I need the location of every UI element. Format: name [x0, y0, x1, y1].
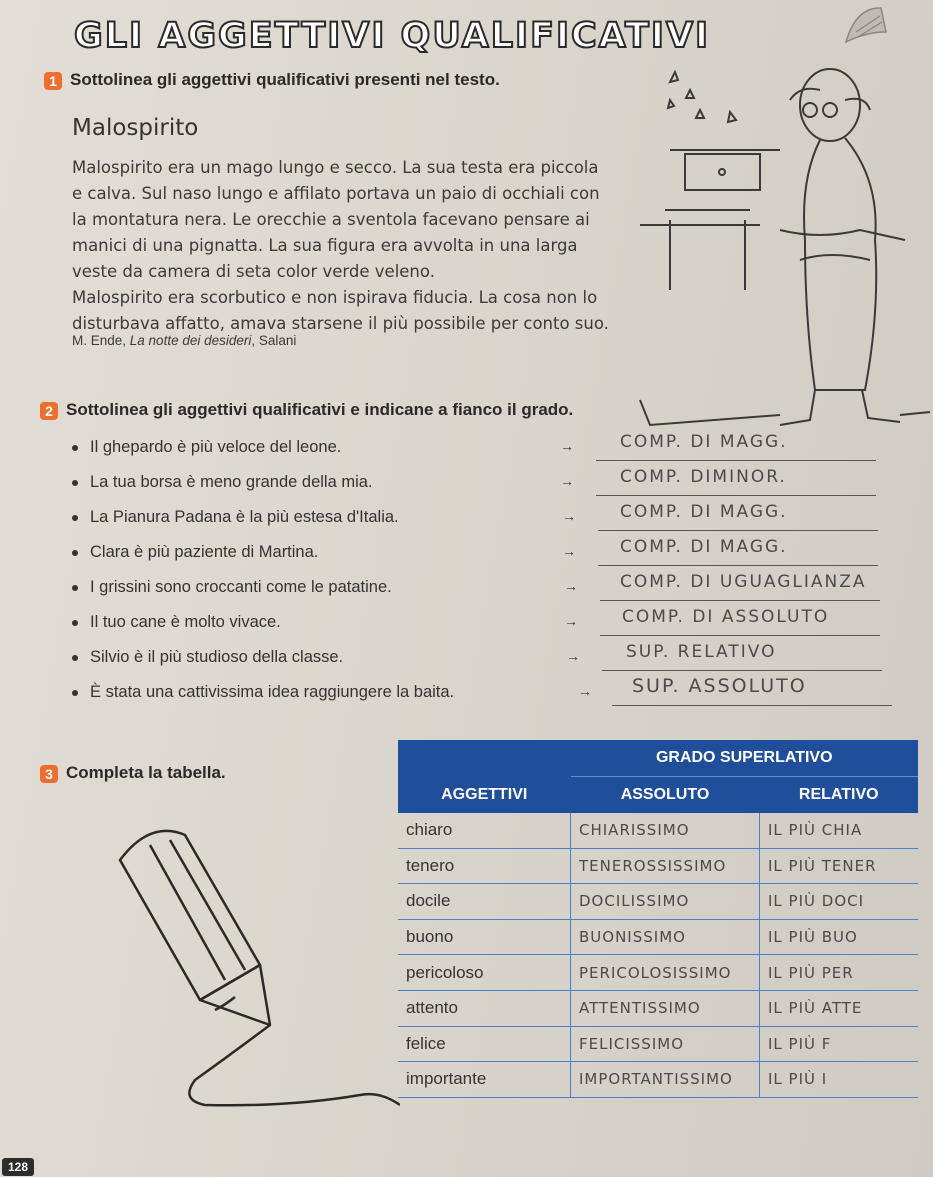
- arrow-icon: →: [562, 543, 576, 559]
- absolute-cell[interactable]: [571, 1026, 760, 1062]
- answer-line: [596, 460, 876, 461]
- exercise-2-instruction-text: Sottolinea gli aggettivi qualificativi e indicane a fianco il grado.: [66, 400, 574, 419]
- credit-title: La notte dei desideri: [129, 333, 252, 348]
- sentence-text: La tua borsa è meno grande della mia.: [90, 473, 373, 491]
- absolute-answer: TENEROSSISSIMO: [579, 856, 727, 875]
- sentence-text: Il tuo cane è molto vivace.: [90, 613, 281, 631]
- column-header-absolute: ASSOLUTO: [571, 777, 760, 814]
- answer-line: [612, 705, 892, 706]
- arrow-icon: →: [566, 648, 580, 664]
- answer-text[interactable]: COMP. DI UGUAGLIANZA: [620, 572, 867, 592]
- relative-cell[interactable]: [760, 884, 919, 920]
- answer-line: [602, 670, 882, 671]
- relative-cell[interactable]: [760, 1026, 919, 1062]
- story-title: Malospirito: [72, 115, 199, 141]
- relative-answer: IL PIÙ CHIA: [768, 821, 863, 840]
- bullet-icon: [72, 550, 78, 556]
- sentence-item: [72, 648, 343, 667]
- arrow-icon: →: [560, 438, 574, 454]
- sentence-text: Silvio è il più studioso della classe.: [90, 648, 344, 666]
- exercise-3-number: 3: [40, 765, 58, 783]
- relative-cell[interactable]: [760, 990, 919, 1026]
- bullet-icon: [72, 690, 78, 696]
- table-row: [398, 813, 918, 848]
- story-line: la montatura nera. Le orecchie a sventola facevano pensare ai: [72, 210, 590, 229]
- column-header-adjectives: AGGETTIVI: [398, 777, 571, 814]
- exercise-2-instruction: [40, 400, 573, 420]
- story-line: Malospirito era un mago lungo e secco. La sua testa era piccola: [72, 158, 599, 177]
- answer-text[interactable]: COMP. DIMINOR.: [620, 467, 787, 487]
- absolute-answer: ATTENTISSIMO: [579, 999, 701, 1018]
- table-row: [398, 955, 918, 991]
- adjective-cell: importante: [398, 1062, 571, 1098]
- exercise-1-number: 1: [44, 72, 62, 90]
- story-line: manici di una pignatta. La sua figura era avvolta in una larga: [72, 236, 578, 255]
- absolute-answer: IMPORTANTISSIMO: [579, 1070, 733, 1089]
- answer-text[interactable]: COMP. DI MAGG.: [620, 502, 788, 522]
- exercise-1-instruction-text: Sottolinea gli aggettivi qualificativi presenti nel testo.: [70, 70, 500, 89]
- table-group-header: GRADO SUPERLATIVO: [571, 740, 919, 777]
- table-row: [398, 848, 918, 884]
- relative-answer: IL PIÙ I: [768, 1070, 828, 1089]
- page-number: 128: [2, 1158, 34, 1176]
- superlative-table: [398, 740, 918, 1098]
- table-row: [398, 884, 918, 920]
- absolute-cell[interactable]: [571, 848, 760, 884]
- exercise-1-instruction: [44, 70, 500, 90]
- absolute-cell[interactable]: [571, 884, 760, 920]
- relative-answer: IL PIÙ PER: [768, 963, 854, 982]
- answer-line: [596, 495, 876, 496]
- bullet-icon: [72, 585, 78, 591]
- relative-cell[interactable]: [760, 1062, 919, 1098]
- adjective-cell: buono: [398, 919, 571, 955]
- answer-line: [600, 600, 880, 601]
- answer-line: [598, 530, 878, 531]
- story-line: veste da camera di seta color verde veleno.: [72, 262, 435, 281]
- answer-line: [600, 635, 880, 636]
- bullet-icon: [72, 480, 78, 486]
- absolute-answer: FELICISSIMO: [579, 1034, 684, 1053]
- adjective-cell: pericoloso: [398, 955, 571, 991]
- arrow-icon: →: [578, 683, 592, 699]
- sentence-item: [72, 473, 373, 492]
- exercise-3-instruction-text: Completa la tabella.: [66, 763, 226, 782]
- story-line: Malospirito era scorbutico e non ispirava fiducia. La cosa non lo: [72, 288, 598, 307]
- answer-text[interactable]: COMP. DI ASSOLUTO: [622, 607, 830, 627]
- story-credit: [72, 333, 296, 348]
- relative-answer: IL PIÙ TENER: [768, 856, 877, 875]
- arrow-icon: →: [564, 578, 578, 594]
- adjective-cell: felice: [398, 1026, 571, 1062]
- relative-cell[interactable]: [760, 813, 919, 848]
- table-row: [398, 1062, 918, 1098]
- adjective-cell: chiaro: [398, 813, 571, 848]
- corner-logo-icon: [836, 2, 896, 52]
- sentence-item: [72, 578, 392, 597]
- adjective-cell: docile: [398, 884, 571, 920]
- credit-publisher: , Salani: [251, 333, 297, 348]
- sentence-text: I grissini sono croccanti come le patatine.: [90, 578, 392, 596]
- story-line: e calva. Sul naso lungo e affilato portava un paio di occhiali con: [72, 184, 600, 203]
- bullet-icon: [72, 620, 78, 626]
- absolute-answer: CHIARISSIMO: [579, 821, 690, 840]
- pencil-illustration: [110, 815, 400, 1125]
- absolute-answer: PERICOLOSISSIMO: [579, 963, 732, 982]
- relative-answer: IL PIÙ ATTE: [768, 999, 863, 1018]
- page-title: GLI AGGETTIVI QUALIFICATIVI: [74, 16, 711, 56]
- wizard-illustration: [630, 60, 933, 435]
- absolute-cell[interactable]: [571, 813, 760, 848]
- credit-author: M. Ende,: [72, 333, 130, 348]
- bullet-icon: [72, 445, 78, 451]
- exercise-2-number: 2: [40, 402, 58, 420]
- absolute-cell[interactable]: [571, 955, 760, 991]
- sentence-text: Clara è più paziente di Martina.: [90, 543, 319, 561]
- exercise-3-instruction: [40, 763, 226, 783]
- sentence-text: La Pianura Padana è la più estesa d'Italia.: [90, 508, 399, 526]
- answer-text[interactable]: SUP. RELATIVO: [626, 642, 777, 662]
- answer-line: [598, 565, 878, 566]
- relative-cell[interactable]: [760, 848, 919, 884]
- answer-text[interactable]: COMP. DI MAGG.: [620, 537, 788, 557]
- table-row: [398, 919, 918, 955]
- story-line: disturbava affatto, amava starsene il più possibile per conto suo.: [72, 314, 609, 333]
- adjective-cell: attento: [398, 990, 571, 1026]
- arrow-icon: →: [560, 473, 574, 489]
- absolute-answer: DOCILISSIMO: [579, 892, 690, 911]
- table-spacer: [398, 740, 571, 777]
- relative-cell[interactable]: [760, 955, 919, 991]
- relative-cell[interactable]: [760, 919, 919, 955]
- absolute-cell[interactable]: [571, 990, 760, 1026]
- absolute-answer: BUONISSIMO: [579, 928, 686, 947]
- bullet-icon: [72, 515, 78, 521]
- absolute-cell[interactable]: [571, 1062, 760, 1098]
- sentence-item: [72, 438, 341, 457]
- adjective-cell: tenero: [398, 848, 571, 884]
- relative-answer: IL PIÙ F: [768, 1034, 832, 1053]
- answer-text[interactable]: COMP. DI MAGG.: [620, 432, 788, 452]
- sentence-item: [72, 683, 454, 702]
- table-row: [398, 990, 918, 1026]
- column-header-relative: RELATIVO: [760, 777, 919, 814]
- arrow-icon: →: [564, 613, 578, 629]
- sentence-item: [72, 543, 318, 562]
- sentence-item: [72, 613, 281, 632]
- relative-answer: IL PIÙ BUO: [768, 928, 858, 947]
- bullet-icon: [72, 655, 78, 661]
- sentence-text: È stata una cattivissima idea raggiungere la baita.: [90, 683, 455, 701]
- sentence-text: Il ghepardo è più veloce del leone.: [90, 438, 342, 456]
- sentence-item: [72, 508, 399, 527]
- relative-answer: IL PIÙ DOCI: [768, 892, 865, 911]
- absolute-cell[interactable]: [571, 919, 760, 955]
- arrow-icon: →: [562, 508, 576, 524]
- table-row: [398, 1026, 918, 1062]
- answer-text[interactable]: SUP. ASSOLUTO: [632, 675, 807, 697]
